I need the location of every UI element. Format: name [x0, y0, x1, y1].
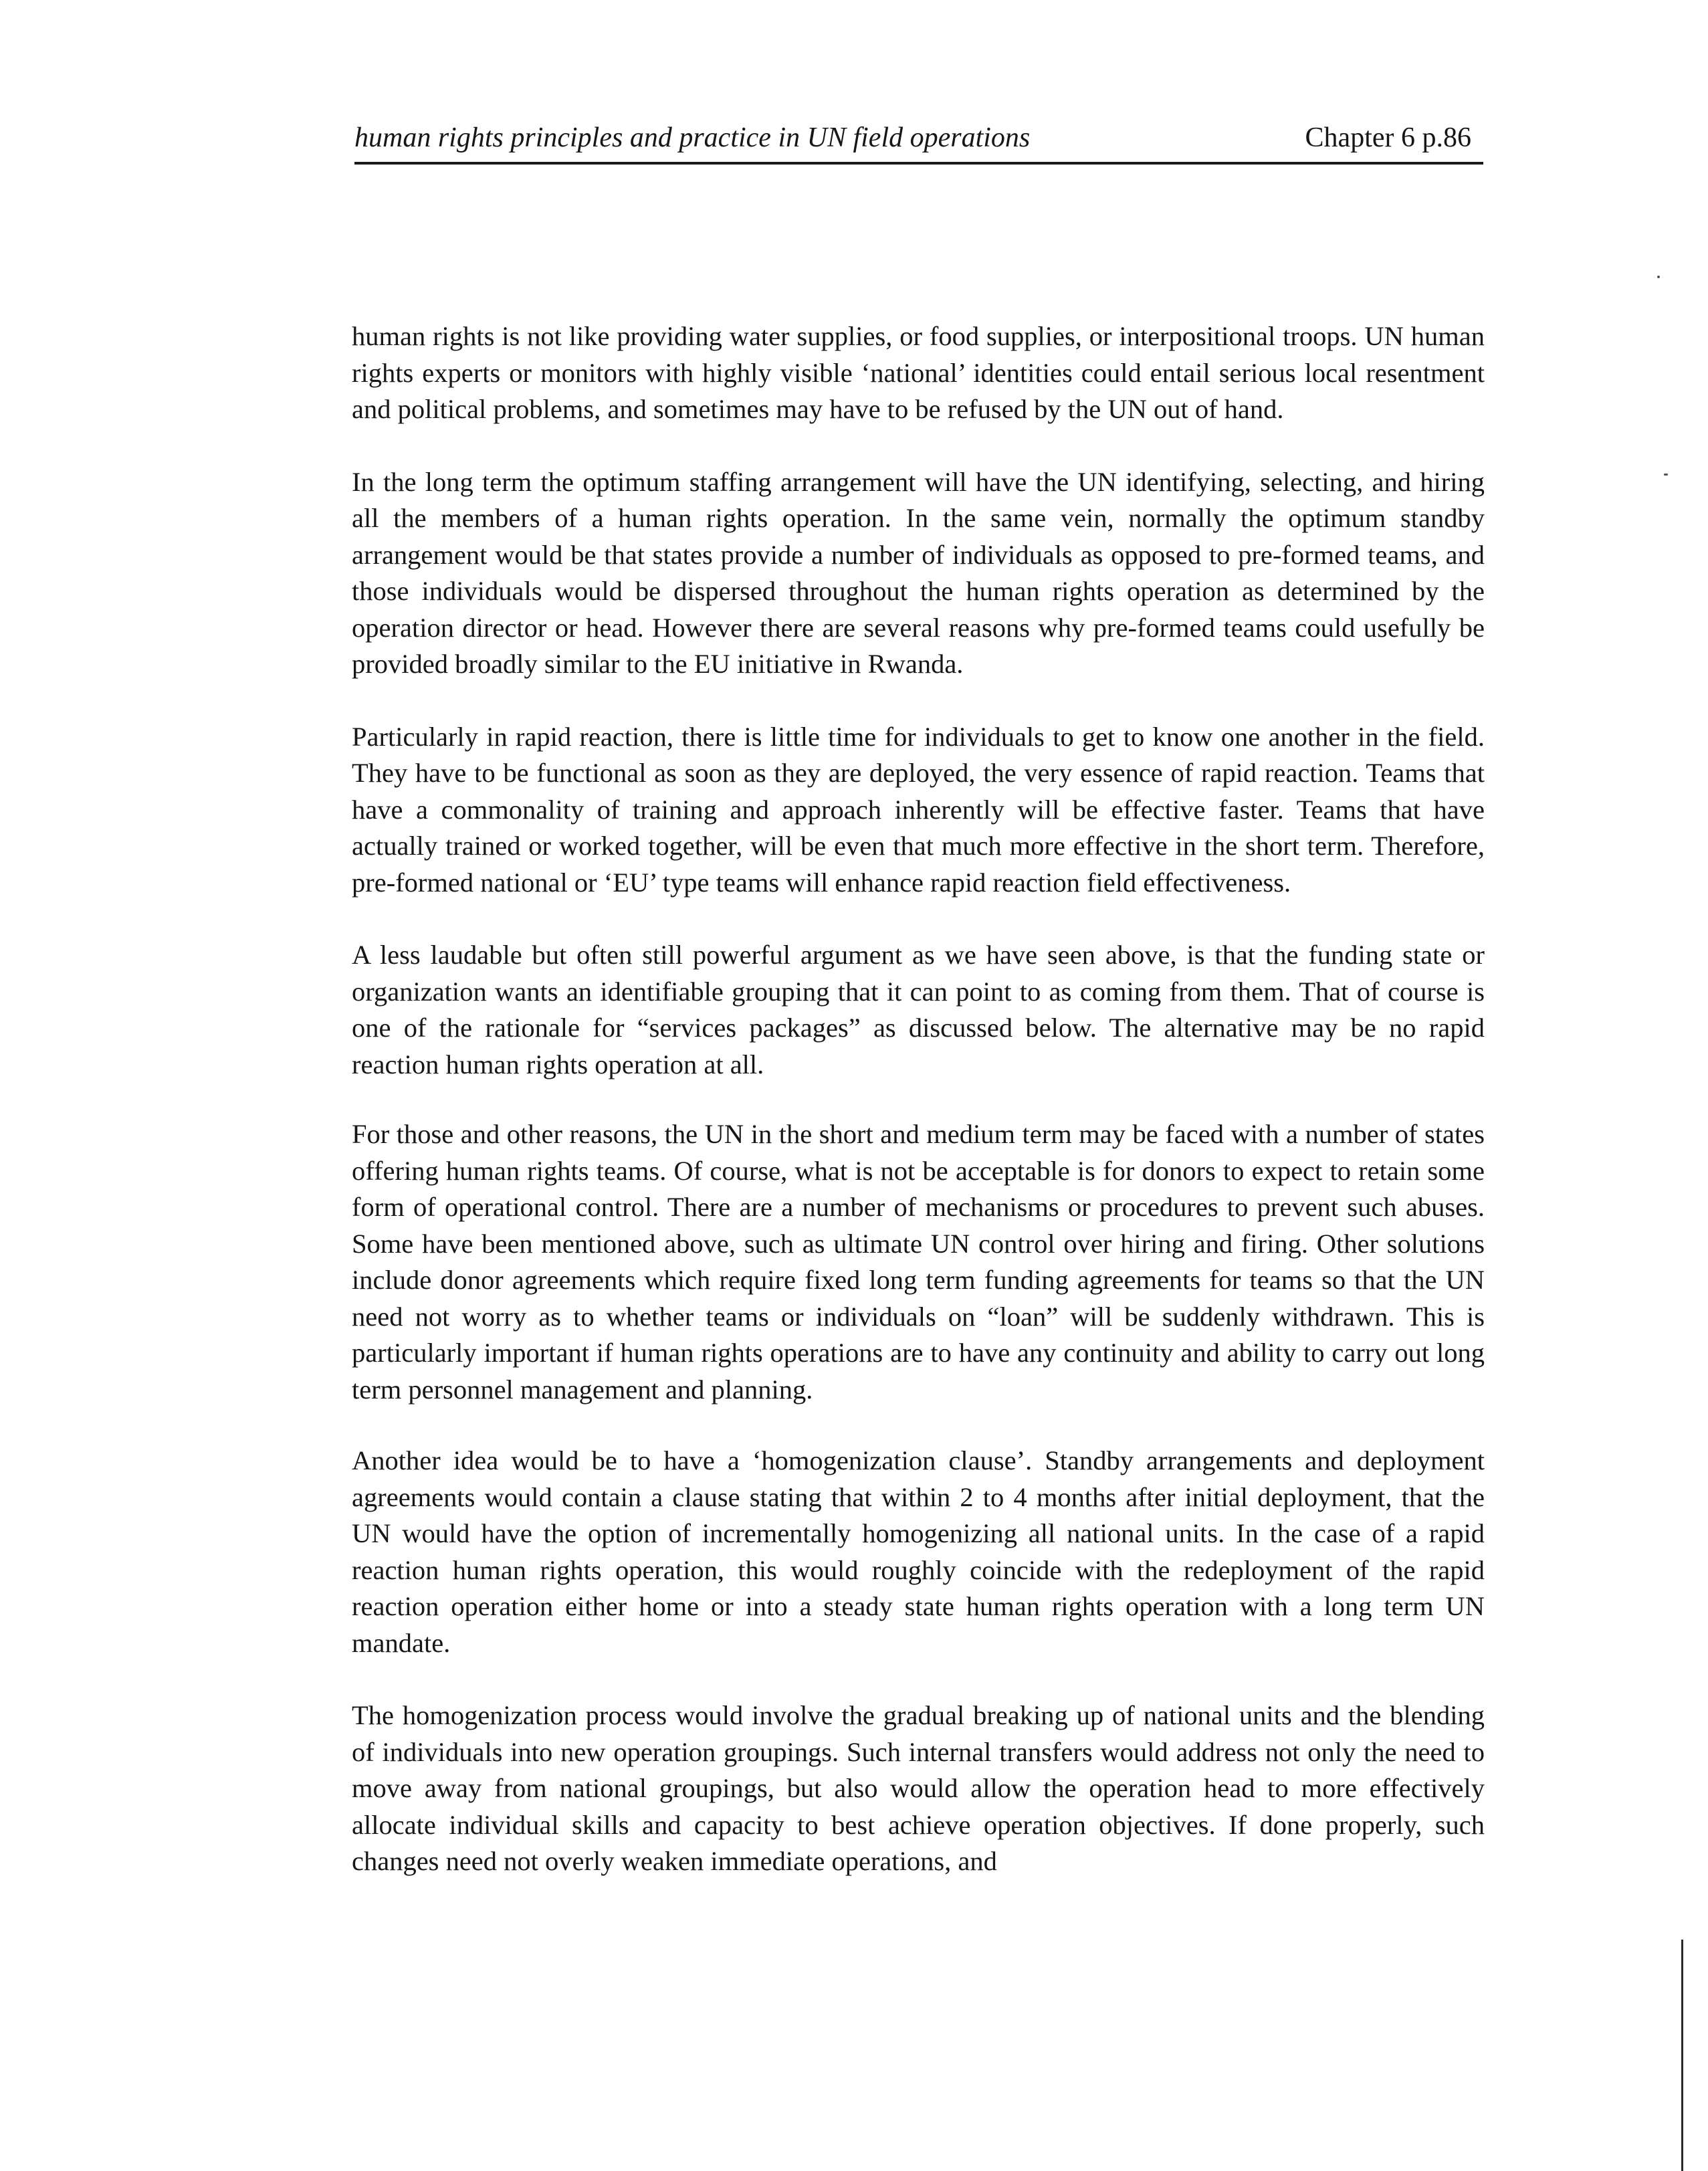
paragraph-5: For those and other reasons, the UN in the short and medium term may be faced with a number of states offering human rights teams. Of course, what is not be acceptable is for donors to expect to retain some form of operational control. There are a number of mechanisms or procedures to prevent such abuses. Some have been mentioned above, such as ultimate UN control over hiring and firing. Other solutions include donor agreements which require fixed long term funding agreements for teams so that the UN need not worry as to whether teams or individuals on “loan” will be suddenly withdrawn. This is particularly important if human rights operations are to have any continuity and ability to carry out long term personnel management and planning.: [352, 1119, 1485, 1405]
header-title: human rights principles and practice in UN field operations: [354, 122, 1031, 153]
scan-edge-line: [1681, 1940, 1683, 2171]
paragraph-4: A less laudable but often still powerful argument as we have seen above, is that the funding state or organization wants an identifiable grouping that it can point to as coming from them. That of course is one of the rationale for “services packages” as discussed below. The alternative may be no rapid reaction human rights operation at all.: [352, 940, 1485, 1079]
paragraph-1: human rights is not like providing water supplies, or food supplies, or interpositional troops. UN human rights experts or monitors with highly visible ‘national’ identities could entail serious local resentment and political problems, and sometimes may have to be refused by the UN out of hand.: [352, 321, 1485, 424]
paragraph-3: Particularly in rapid reaction, there is little time for individuals to get to know one another in the field. They have to be functional as soon as they are deployed, the very essence of rapid reaction. Teams that have a commonality of training and approach inherently will be effective faster. Teams that have actually trained or worked together, will be even that much more effective in the short term. Therefore, pre-formed national or ‘EU’ type teams will enhance rapid reaction field effectiveness.: [352, 721, 1485, 898]
scan-speck: [1657, 276, 1660, 278]
scan-speck: [1664, 474, 1668, 476]
paragraph-2: In the long term the optimum staffing arrangement will have the UN identifying, selecting, and hiring all the members of a human rights operation. In the same vein, normally the optimum standby arrangement would be that states provide a number of individuals as opposed to pre-formed teams, and those individuals would be dispersed throughout the human rights operation as determined by the operation director or head. However there are several reasons why pre-formed teams could usefully be provided broadly similar to the EU initiative in Rwanda.: [352, 466, 1485, 679]
running-header: [354, 119, 1483, 165]
paragraph-6: Another idea would be to have a ‘homogenization clause’. Standby arrangements and deployment agreements would contain a clause stating that within 2 to 4 months after initial deployment, that the UN would have the option of incrementally homogenizing all national units. In the case of a rapid reaction human rights operation, this would roughly coincide with the redeployment of the rapid reaction operation either home or into a steady state human rights operation with a long term UN mandate.: [352, 1445, 1485, 1658]
paragraph-7: The homogenization process would involve the gradual breaking up of national units and the blending of individuals into new operation groupings. Such internal transfers would address not only the need to move away from national groupings, but also would allow the operation head to more effectively allocate individual skills and capacity to best achieve operation objectives. If done properly, such changes need not overly weaken immediate operations, and: [352, 1700, 1485, 1876]
body-text: [352, 318, 1485, 1916]
header-chapter-page: Chapter 6 p.86: [1305, 122, 1471, 153]
